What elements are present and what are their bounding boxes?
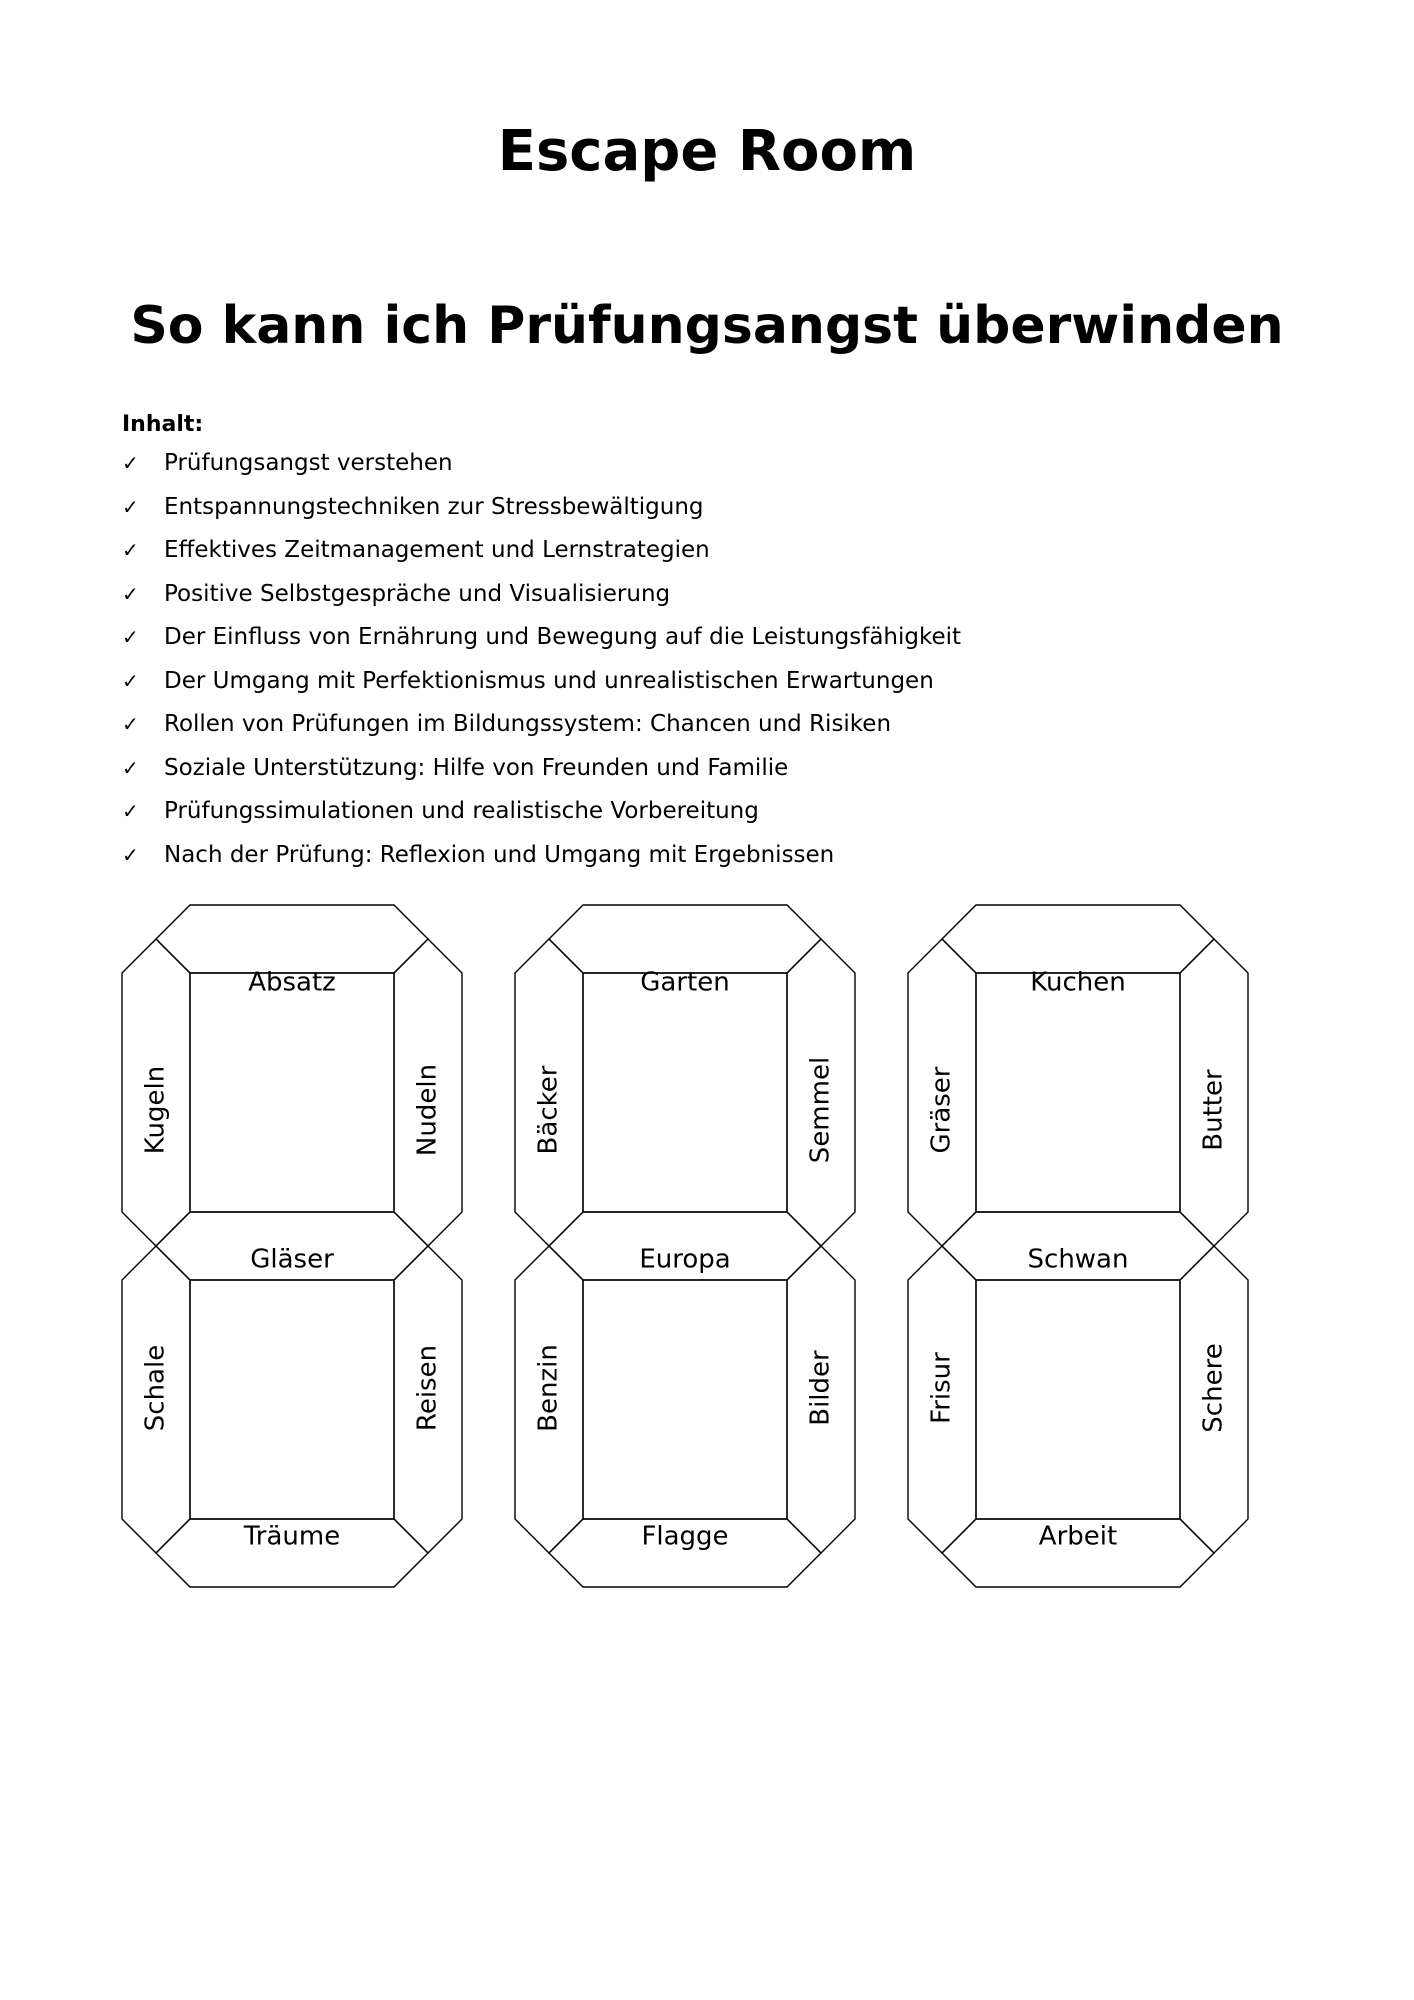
- digit-lower-box: [583, 1280, 787, 1519]
- digit-upper-box: [976, 973, 1180, 1212]
- segment-middle: [156, 1212, 428, 1280]
- segment-label-middle: Schwan: [1027, 1244, 1129, 1275]
- list-item: ✓ Entspannungstechniken zur Stressbewältigung: [122, 493, 704, 520]
- segment-label-top: Kuchen: [1030, 967, 1126, 998]
- segment-label-bottom: Flagge: [641, 1521, 729, 1552]
- segment-label-lower-right: Reisen: [412, 1344, 443, 1432]
- segment-top: [942, 905, 1214, 973]
- segment-top: [156, 905, 428, 973]
- check-icon: ✓: [122, 799, 139, 823]
- segment-label-bottom: Arbeit: [1038, 1521, 1118, 1552]
- segment-upper-right: [394, 939, 462, 1246]
- segment-upper-right: [787, 939, 855, 1246]
- segment-label-upper-right: Nudeln: [412, 1063, 443, 1157]
- segment-label-lower-left: Schale: [140, 1344, 171, 1432]
- segment-label-top: Garten: [640, 967, 730, 998]
- segment-label-lower-right: Schere: [1198, 1343, 1229, 1433]
- list-item: ✓ Der Einfluss von Ernährung und Bewegung auf die Leistungsfähigkeit: [122, 624, 962, 650]
- segment-lower-left: [515, 1246, 583, 1553]
- segment-bottom: [549, 1519, 821, 1587]
- segment-label-middle: Gläser: [250, 1244, 334, 1275]
- puzzle-digit: [908, 905, 1248, 1587]
- list-item: ✓ Soziale Unterstützung: Hilfe von Freunden und Familie: [122, 754, 789, 781]
- list-item: ✓ Effektives Zeitmanagement und Lernstrategien: [122, 537, 710, 563]
- contents-list: [122, 448, 961, 883]
- segment-label-lower-right: Bilder: [805, 1350, 836, 1426]
- segment-label-top: Absatz: [248, 967, 336, 998]
- check-icon: ✓: [122, 755, 139, 780]
- list-item: ✓ Prüfungsangst verstehen: [122, 450, 453, 476]
- segment-label-upper-left: Gräser: [926, 1066, 957, 1154]
- check-icon: ✓: [122, 668, 139, 693]
- list-item: ✓ Prüfungssimulationen und realistische Vorbereitung: [122, 798, 759, 824]
- segment-label-upper-left: Bäcker: [533, 1065, 564, 1155]
- check-icon: ✓: [122, 494, 139, 519]
- segment-label-upper-left: Kugeln: [140, 1065, 171, 1155]
- segment-label-upper-right: Semmel: [805, 1056, 836, 1164]
- page-title: Escape Room: [497, 119, 917, 184]
- check-icon: ✓: [122, 581, 139, 606]
- segment-upper-right: [1180, 939, 1248, 1246]
- segment-upper-left: [908, 939, 976, 1246]
- segment-label-lower-left: Frisur: [926, 1352, 957, 1424]
- digit-lower-box: [976, 1280, 1180, 1519]
- segment-label-lower-left: Benzin: [533, 1344, 564, 1432]
- segment-label-middle: Europa: [639, 1244, 731, 1275]
- segment-upper-left: [515, 939, 583, 1246]
- puzzle-digit: [515, 905, 855, 1587]
- segment-lower-right: [787, 1246, 855, 1553]
- list-item: ✓ Rollen von Prüfungen im Bildungssystem: Chancen und Risiken: [122, 711, 892, 737]
- list-item: ✓ Positive Selbstgespräche und Visualisierung: [122, 580, 671, 607]
- check-icon: ✓: [122, 538, 139, 562]
- segment-bottom: [156, 1519, 428, 1587]
- segment-middle: [942, 1212, 1214, 1280]
- check-icon: ✓: [122, 842, 139, 867]
- digit-lower-box: [190, 1280, 394, 1519]
- contents-heading: Inhalt:: [122, 412, 204, 437]
- segment-lower-left: [122, 1246, 190, 1553]
- page-subtitle: So kann ich Prüfungsangst überwinden: [130, 296, 1284, 356]
- segment-bottom: [942, 1519, 1214, 1587]
- segment-label-bottom: Träume: [243, 1521, 341, 1552]
- check-icon: ✓: [122, 712, 139, 736]
- check-icon: ✓: [122, 625, 139, 649]
- list-item: ✓ Der Umgang mit Perfektionismus und unrealistischen Erwartungen: [122, 667, 934, 694]
- segment-upper-left: [122, 939, 190, 1246]
- segment-lower-right: [394, 1246, 462, 1553]
- digit-upper-box: [583, 973, 787, 1212]
- puzzle-digit: [122, 905, 462, 1587]
- check-icon: ✓: [122, 451, 139, 475]
- segment-label-upper-right: Butter: [1198, 1069, 1229, 1151]
- digit-upper-box: [190, 973, 394, 1212]
- segment-lower-left: [908, 1246, 976, 1553]
- segment-lower-right: [1180, 1246, 1248, 1553]
- list-item: ✓ Nach der Prüfung: Reflexion und Umgang mit Ergebnissen: [122, 841, 835, 868]
- segment-top: [549, 905, 821, 973]
- segment-middle: [549, 1212, 821, 1280]
